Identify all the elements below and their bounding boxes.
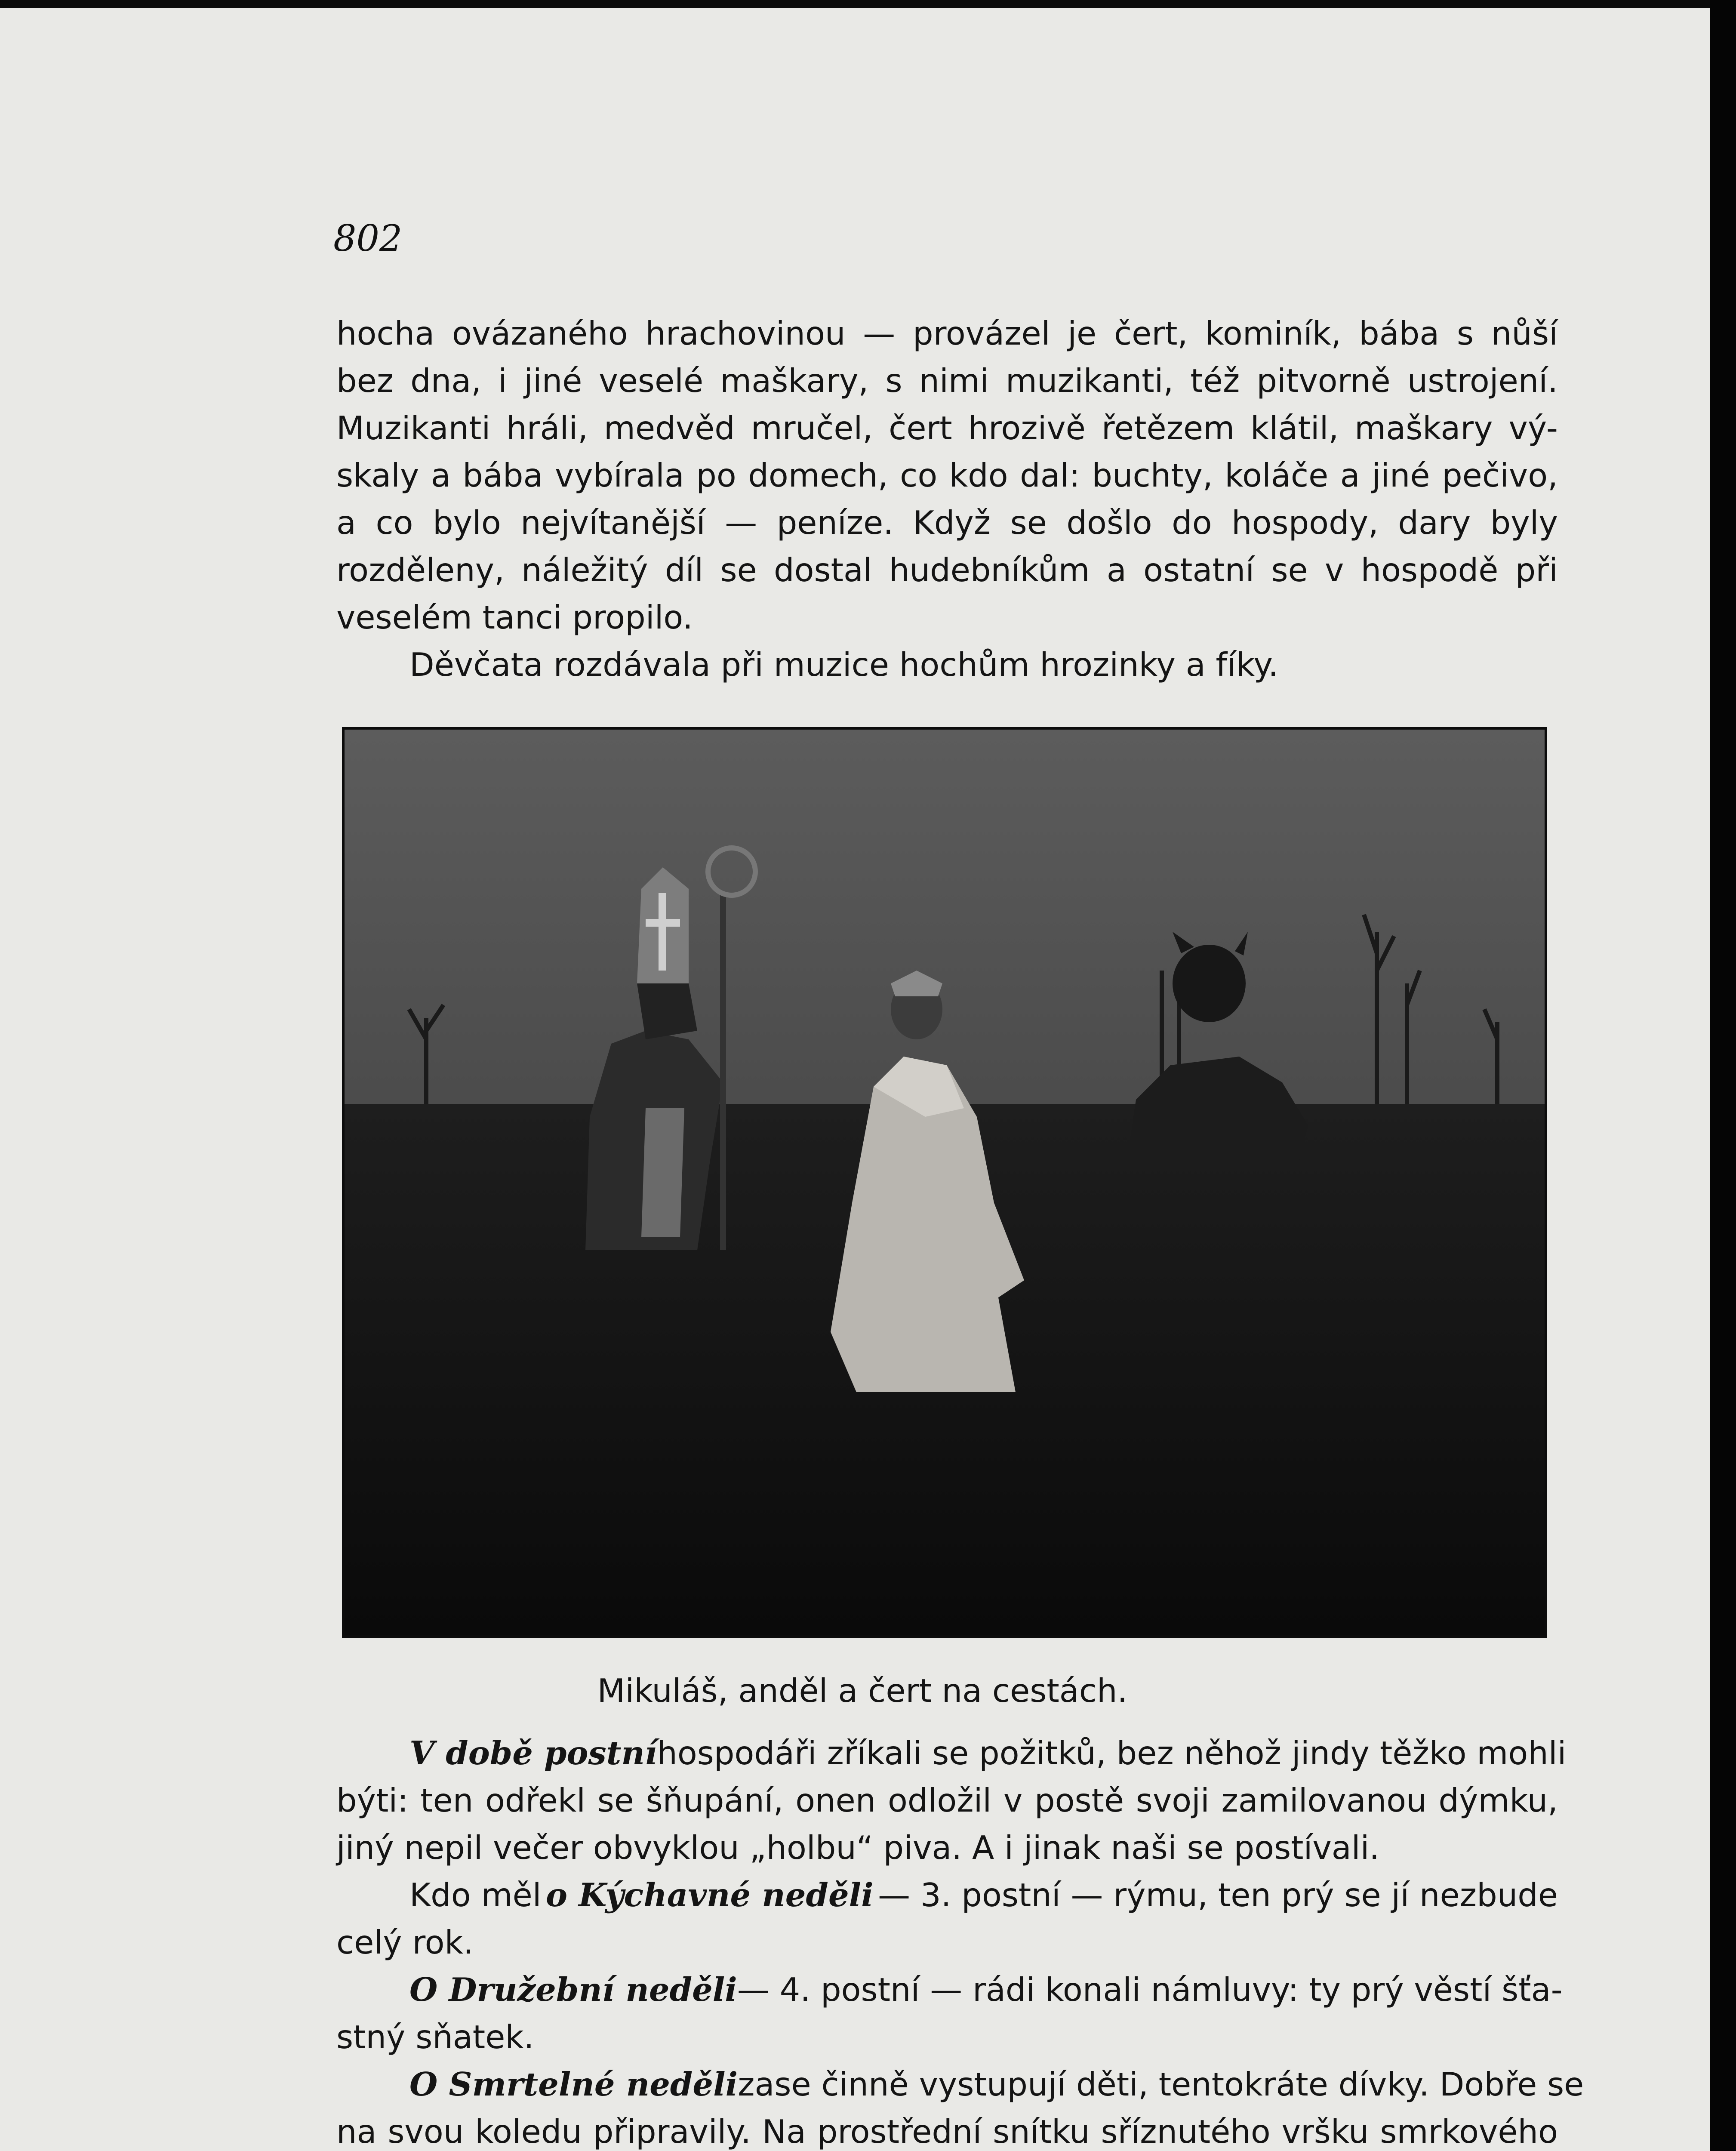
word: mručel, [751, 409, 873, 447]
text-line: veselém tanci propilo. [336, 598, 693, 636]
word: vybírala [554, 456, 684, 494]
word: odřekl [485, 1781, 586, 1819]
word: šňupání, [646, 1781, 784, 1819]
photo-figures-icon [345, 730, 1545, 1635]
word: klátil, [1250, 409, 1339, 447]
word: a [1340, 456, 1360, 494]
emphasis-smrtelne-nedeli: O Smrtelné neděli [409, 2065, 738, 2103]
text-line [336, 1777, 1558, 1824]
word: rozděleny, [336, 551, 505, 589]
word: dary [1398, 504, 1471, 542]
text-line [336, 499, 1558, 546]
word: při [1515, 551, 1558, 589]
word: vý- [1508, 409, 1558, 447]
word: pečivo, [1442, 456, 1558, 494]
word: vršku [1281, 2113, 1369, 2151]
text-line [336, 310, 1558, 357]
text-span: — 3. postní — rýmu, ten prý se jí nezbude [878, 1876, 1558, 1914]
text-line: celý rok. [336, 1923, 474, 1961]
word: díl [665, 551, 704, 589]
word: Na [762, 2113, 806, 2151]
word: v [1003, 1781, 1023, 1819]
emphasis-kychavne-nedeli: o Kýchavné neděli [546, 1876, 874, 1914]
word: a [336, 504, 356, 542]
word: hocha [336, 314, 435, 352]
text-line [336, 1871, 1558, 1919]
text-line [336, 357, 1558, 404]
word: — [863, 314, 896, 352]
word: veselé [599, 362, 704, 400]
word: jiné [524, 362, 582, 400]
text-span: Kdo měl [409, 1876, 542, 1914]
word: odložil [887, 1781, 992, 1819]
word: hospodě [1360, 551, 1499, 589]
word: hrozivě [968, 409, 1086, 447]
word: Muzikanti [336, 409, 491, 447]
text-line: stný sňatek. [336, 2018, 534, 2056]
word: ten [420, 1781, 474, 1819]
text-line [336, 546, 1558, 594]
word: bába [462, 456, 543, 494]
word: buchty, [1092, 456, 1213, 494]
emphasis-druzebni-nedeli: O Družební neděli [409, 1971, 737, 2009]
word: onen [795, 1781, 876, 1819]
word: se [720, 551, 757, 589]
word: koláče [1225, 456, 1329, 494]
word: dýmku, [1438, 1781, 1558, 1819]
word: se [1010, 504, 1047, 542]
word: po [696, 456, 736, 494]
word: ustrojení. [1407, 362, 1558, 400]
word: nimi [919, 362, 989, 400]
word: muzikanti, [1005, 362, 1174, 400]
word: ostatní [1143, 551, 1255, 589]
word: řetězem [1101, 409, 1235, 447]
word: s [885, 362, 902, 400]
word: Když [913, 504, 991, 542]
scan-right-edge [1710, 0, 1736, 2151]
word: peníze. [776, 504, 894, 542]
word: koledu [475, 2113, 582, 2151]
word: bába [1359, 314, 1440, 352]
word: je [1068, 314, 1097, 352]
word: dostal [774, 551, 872, 589]
word: maškary [1354, 409, 1493, 447]
word: dna, [410, 362, 482, 400]
section-2 [336, 1729, 1584, 2151]
word: čert [889, 409, 952, 447]
word: v [1324, 551, 1344, 589]
word: domech, [748, 456, 888, 494]
word: hospody, [1231, 504, 1379, 542]
text-line [336, 2108, 1558, 2151]
word: připravily. [593, 2113, 751, 2151]
word: a [431, 456, 451, 494]
text-line [336, 2061, 1584, 2108]
word: kdo [949, 456, 1008, 494]
photo-caption: Mikuláš, anděl a čert na cestách. [597, 1672, 1128, 1710]
word: smrkového [1380, 2113, 1558, 2151]
word: postě [1034, 1781, 1124, 1819]
word: bez [336, 362, 394, 400]
word: došlo [1066, 504, 1152, 542]
word: kominík, [1205, 314, 1342, 352]
paragraph-2: Děvčata rozdávala při muzice hochům hrozinky a fíky. [409, 646, 1279, 684]
word: čert, [1114, 314, 1188, 352]
text-line [336, 1729, 1567, 1777]
word: co [900, 456, 938, 494]
word: též [1190, 362, 1240, 400]
text-span: zase činně vystupují děti, tentokráte dívky. Dobře se [738, 2065, 1584, 2103]
word: i [498, 362, 507, 400]
text-span: hospodáři zříkali se požitků, bez něhož jindy těžko mohli [657, 1734, 1567, 1772]
word: prostřední [817, 2113, 982, 2151]
word: jiné [1372, 456, 1430, 494]
word: býti: [336, 1781, 409, 1819]
word: dal: [1020, 456, 1080, 494]
word: byly [1490, 504, 1558, 542]
word: co [376, 504, 413, 542]
word: bylo [433, 504, 501, 542]
word: skaly [336, 456, 419, 494]
word: svoji [1136, 1781, 1210, 1819]
word: nůší [1491, 314, 1558, 352]
word: hrachovinou [645, 314, 846, 352]
word: pitvorně [1256, 362, 1391, 400]
word: medvěd [603, 409, 735, 447]
text-line: jiný nepil večer obvyklou „holbu“ piva. A i jinak naši se postívali. [336, 1829, 1380, 1867]
text-line [336, 404, 1558, 452]
text-line [336, 1966, 1563, 2013]
word: náležitý [521, 551, 648, 589]
word: provázel [913, 314, 1050, 352]
word: se [1271, 551, 1308, 589]
photo [342, 727, 1547, 1638]
word: se [597, 1781, 634, 1819]
word: a [1106, 551, 1127, 589]
word: — [725, 504, 757, 542]
text-span: — 4. postní — rádi konali námluvy: ty prý věstí šťa- [737, 1971, 1563, 2009]
word: maškary, [720, 362, 869, 400]
word: ovázaného [452, 314, 628, 352]
scan-top-edge [0, 0, 1736, 8]
page-number: 802 [333, 217, 403, 259]
paragraph-1 [336, 310, 1558, 688]
word: s [1457, 314, 1474, 352]
emphasis-v-dobe-postni: V době postní [409, 1734, 657, 1772]
word: hudebníkům [889, 551, 1090, 589]
word: sříznutého [1101, 2113, 1271, 2151]
word: nejvítanější [520, 504, 705, 542]
word: do [1172, 504, 1212, 542]
text-line [336, 452, 1558, 499]
word: snítku [993, 2113, 1090, 2151]
word: na [336, 2113, 377, 2151]
word: zamilovanou [1221, 1781, 1427, 1819]
word: hráli, [506, 409, 588, 447]
word: svou [388, 2113, 464, 2151]
